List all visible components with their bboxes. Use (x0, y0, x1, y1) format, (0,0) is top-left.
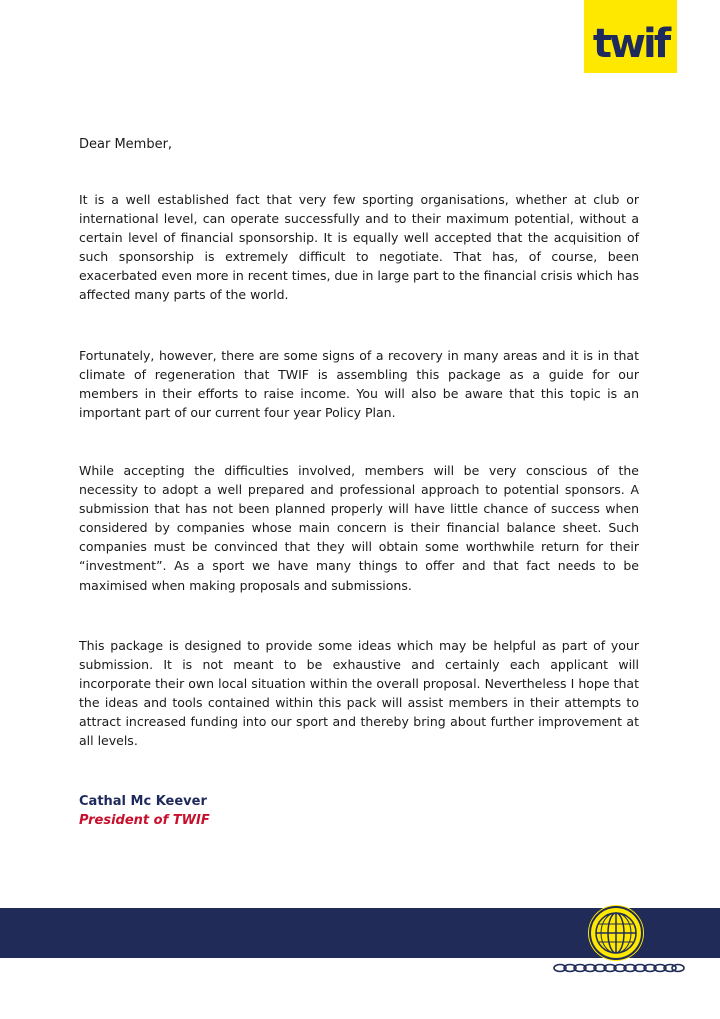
signature-name: Cathal Mc Keever (79, 794, 207, 809)
twif-logo-text: twif (592, 21, 669, 67)
letter-paragraph-2: Fortunately, however, there are some signs of a recovery in many areas and it is in that climate of regeneration that TWIF is assembling this package as a guide for our members in their efforts to raise income. You will also be aware that this topic is an important part of our current four year Policy Plan. (79, 348, 639, 421)
letter-paragraph-3: While accepting the difficulties involved, members will be very conscious of the necessity to adopt a well prepared and professional approach to potential sponsors. A submission that has not been planned properly will have little chance of success when considered by companies whose main concern is their financial balance sheet. Such companies must be convinced that they will obtain some worthwhile return for their “investment”. As a sport we have many things to offer and that fact needs to be maximised when making proposals and submissions. (79, 463, 639, 593)
globe-emblem-icon (588, 905, 644, 961)
letter-paragraph-1: It is a well established fact that very few sporting organisations, whether at club or international level, can operate successfully and to their maximum potential, without a certain level of financial sponsorship. It is equally well accepted that the acquisition of such sponsorship is extremely difficult to negotiate. That has, of course, been exacerbated even more in recent times, due in large part to the financial crisis which has affected many parts of the world. (79, 192, 639, 303)
chain-rope-icon (553, 962, 685, 974)
signature-title: President of TWIF (79, 813, 210, 828)
twif-logo (584, 0, 677, 73)
letter-paragraph-4: This package is designed to provide some ideas which may be helpful as part of your submission. It is not meant to be exhaustive and certainly each applicant will incorporate their own local situation within the overall proposal. Nevertheless I hope that the ideas and tools contained within this pack will assist members in their attempts to attract increased funding into our sport and thereby bring about further improvement at all levels. (79, 638, 639, 749)
letter-greeting: Dear Member, (79, 137, 173, 152)
